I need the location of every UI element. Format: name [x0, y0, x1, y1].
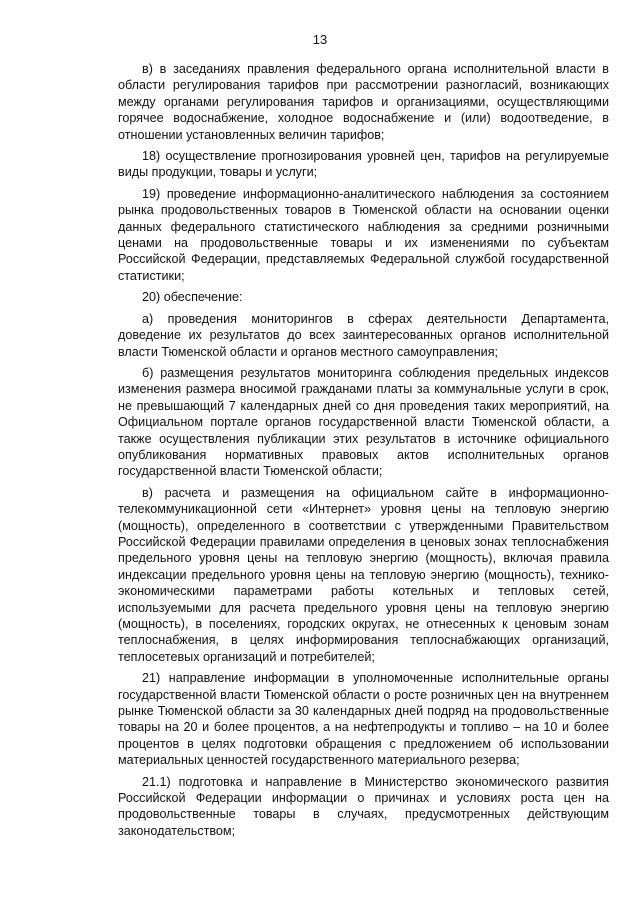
- paragraph-20-v: в) расчета и размещения на официальном сайте в информационно-телекоммуникационной сети «Интернет» уровня цены на тепловую энергию (мощность), определенного в соответствии с утвержденными Правительством Российской Федерации правилами определения в ценовых зонах теплоснабжения предельного уровня цены на тепловую энергию (мощность), включая правила индексации предельного уровня цены на тепловую энергию (мощность), технико-экономическими параметрами работы котельных и тепловых сетей, используемыми для расчета предельного уровня цены на тепловую энергию (мощность), в поселениях, городских округах, не отнесенных к ценовым зонам теплоснабжения, в целях информирования теплоснабжающих организаций, теплосетевых организаций и потребителей;: [118, 485, 609, 664]
- page-number: 13: [312, 32, 328, 47]
- paragraph-v-zasedaniyah: в) в заседаниях правления федерального органа исполнительной власти в области регулирования тарифов при рассмотрении разногласий, возникающих между органами регулирования тарифов и организациями, осуществляющими горячее водоснабжение, холодное водоснабжение и (или) водоотведение, в отношении установленных величин тарифов;: [118, 62, 609, 142]
- paragraph-18: 18) осуществление прогнозирования уровней цен, тарифов на регулируемые виды продукции, товары и услуги;: [118, 149, 609, 180]
- paragraph-21-1: 21.1) подготовка и направление в Министерство экономического развития Российской Федерации информации о причинах и условиях роста цен на продовольственные товары в случаях, предусмотренных действующим законодательством;: [118, 774, 609, 838]
- paragraph-20-b: б) размещения результатов мониторинга соблюдения предельных индексов изменения размера вносимой гражданами платы за коммунальные услуги в срок, не превышающий 7 календарных дней со дня проведения таких мероприятий, на Официальном портале органов государственной власти Тюменской области, а также осуществления публикации этих результатов в источнике официального опубликования нормативных правовых актов исполнительных органов государственной власти Тюменской области;: [118, 365, 609, 479]
- document-body: [118, 61, 609, 844]
- paragraph-21: 21) направление информации в уполномоченные исполнительные органы государственной власти Тюменской области о росте розничных цен на внутреннем рынке Тюменской области за 30 календарных дней подряд на продовольственные товары на 20 и более процентов, а на нефтепродукты и топливо – на 10 и более процентов в целях подготовки обращения с предложением об использовании материальных ценностей государственного материального резерва;: [118, 671, 609, 768]
- paragraph-20: 20) обеспечение:: [142, 290, 243, 305]
- paragraph-19: 19) проведение информационно-аналитического наблюдения за состоянием рынка продовольственных товаров в Тюменской области на основании оценки данных федерального статистического наблюдения за средними розничными ценами на продовольственные товары и их изменениями по субъектам Российской Федерации, представляемых Федеральной службой государственной статистики;: [118, 186, 609, 283]
- paragraph-20-a: а) проведения мониторингов в сферах деятельности Департамента, доведение их результатов до всех заинтересованных органов исполнительной власти Тюменской области и органов местного самоуправления;: [118, 311, 609, 359]
